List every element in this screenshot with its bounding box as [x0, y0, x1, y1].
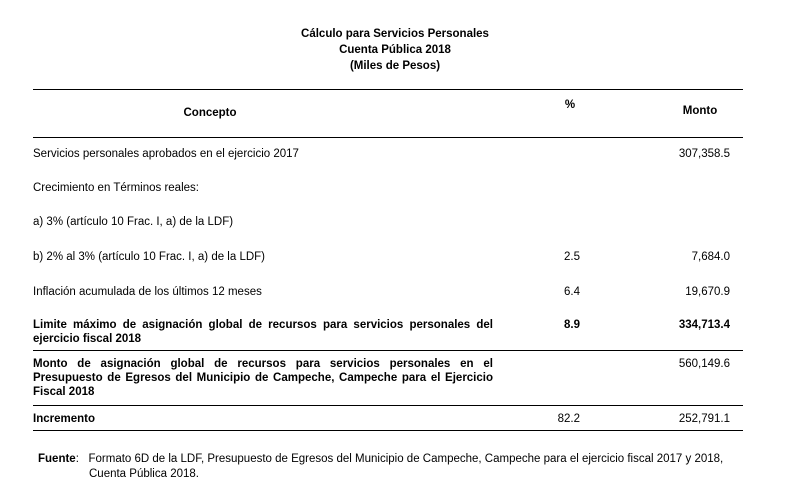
column-header-amount: Monto: [682, 105, 718, 117]
row-pct: 2.5: [564, 251, 580, 263]
column-header-concept: Concepto: [183, 107, 237, 119]
header-bottom-rule: [33, 137, 743, 138]
row-divider: [33, 405, 743, 406]
row-concept: Limite máximo de asignación global de recursos para servicios personales del ejercicio fiscal 2018: [33, 319, 493, 345]
row-divider: [33, 350, 743, 351]
row-concept: b) 2% al 3% (artículo 10 Frac. I, a) de la LDF): [33, 251, 266, 263]
row-amount: 307,358.5: [678, 148, 730, 160]
row-concept: Crecimiento en Términos reales:: [33, 182, 199, 194]
row-amount: 19,670.9: [685, 286, 730, 298]
report-header: [0, 26, 790, 74]
row-concept: Monto de asignación global de recursos para servicios personales en el Presupuesto de Egresos del Municipio de Campeche, Campeche para el Ejercicio Fiscal 2018: [33, 358, 493, 398]
report-units: (Miles de Pesos): [349, 60, 441, 72]
header-top-rule: [33, 89, 743, 90]
row-amount: 334,713.4: [678, 319, 730, 331]
source-note: Fuente: Formato 6D de la LDF, Presupuesto de Egresos del Municipio de Campeche, Campeche para el ejercicio fiscal 2017 y 2018, Cuenta Pública 2018.: [38, 452, 768, 481]
row-concept: Incremento: [33, 413, 95, 425]
row-amount: 7,684.0: [691, 251, 730, 263]
column-header-pct: %: [564, 99, 576, 111]
source-text-line1: Formato 6D de la LDF, Presupuesto de Egresos del Municipio de Campeche, Campeche para el ejercicio fiscal 2017 y 2018,: [88, 453, 724, 465]
row-concept: Servicios personales aprobados en el ejercicio 2017: [33, 148, 299, 160]
row-pct: 82.2: [557, 413, 580, 425]
row-pct: 8.9: [564, 319, 580, 331]
row-amount: 560,149.6: [678, 358, 730, 370]
row-concept: Inflación acumulada de los últimos 12 meses: [33, 286, 262, 298]
source-text-line2: Cuenta Pública 2018.: [89, 467, 199, 480]
source-label: Fuente: [38, 453, 76, 465]
table-bottom-rule: [33, 430, 743, 431]
report-title: Cálculo para Servicios Personales: [301, 28, 489, 40]
row-pct: 6.4: [564, 286, 580, 298]
report-subtitle: Cuenta Pública 2018: [339, 44, 451, 56]
row-amount: 252,791.1: [678, 413, 730, 425]
row-concept: a) 3% (artículo 10 Frac. I, a) de la LDF): [33, 216, 234, 228]
